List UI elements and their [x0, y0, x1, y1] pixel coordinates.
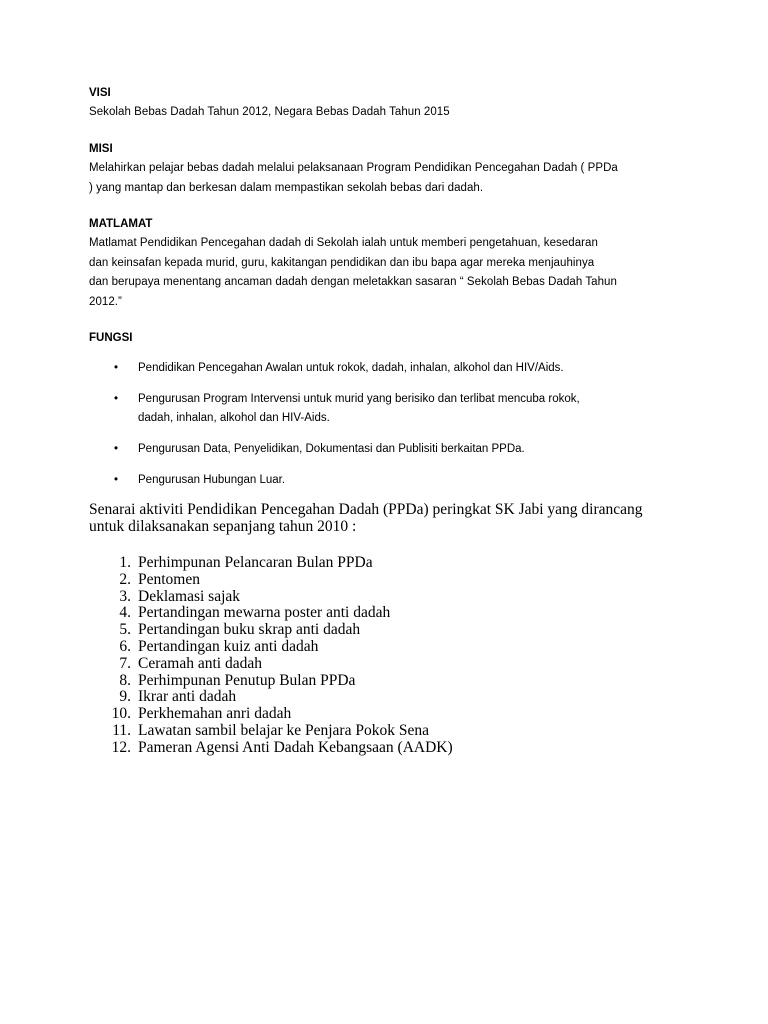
- matlamat-text-line: 2012.”: [89, 295, 122, 308]
- list-number: 4.: [119, 604, 131, 622]
- list-number: 12.: [111, 738, 131, 756]
- list-item-text: Perkhemahan anri dadah: [138, 705, 292, 723]
- matlamat-heading: MATLAMAT: [89, 218, 153, 230]
- fungsi-heading: FUNGSI: [89, 332, 133, 344]
- visi-heading: VISI: [89, 87, 111, 99]
- misi-heading: MISI: [89, 143, 113, 155]
- list-item: [89, 723, 689, 740]
- list-item-text: Ikrar anti dadah: [138, 688, 237, 706]
- list-number: 7.: [119, 654, 131, 672]
- list-number: 5.: [119, 621, 131, 639]
- list-number: 6.: [119, 637, 131, 655]
- list-item-text: Pertandingan buku skrap anti dadah: [138, 621, 361, 639]
- list-item: [89, 359, 689, 378]
- list-number: 1.: [119, 554, 131, 571]
- list-item: [89, 555, 689, 572]
- list-item-text: Deklamasi sajak: [138, 587, 241, 605]
- list-number: 11.: [112, 721, 131, 739]
- bullet-text-line: Pengurusan Data, Penyelidikan, Dokumentasi dan Publisiti berkaitan PPDa.: [138, 443, 525, 455]
- list-item: [89, 706, 689, 723]
- bullet-text-line: Pengurusan Hubungan Luar.: [138, 474, 286, 486]
- list-item: [89, 639, 689, 656]
- list-item: [89, 622, 689, 639]
- bullet-icon: •: [114, 362, 119, 374]
- matlamat-section: [89, 215, 689, 312]
- list-item-text: Pertandingan kuiz anti dadah: [138, 637, 319, 655]
- fungsi-list: [89, 359, 689, 502]
- misi-text-line: Melahirkan pelajar bebas dadah melalui pelaksanaan Program Pendidikan Pencegahan Dadah ( PPDa: [89, 162, 618, 174]
- list-item: [89, 390, 689, 428]
- misi-section: [89, 140, 689, 198]
- list-item: [89, 471, 689, 490]
- misi-text-line: ) yang mantap dan berkesan dalam mempastikan sekolah bebas dari dadah.: [89, 181, 484, 194]
- list-item: [89, 673, 689, 690]
- list-item: [89, 440, 689, 459]
- list-item-text: Perhimpunan Penutup Bulan PPDa: [138, 671, 356, 689]
- list-number: 3.: [119, 587, 131, 605]
- bullet-text-line: Pengurusan Program Intervensi untuk murid yang berisiko dan terlibat mencuba rokok,: [138, 393, 580, 405]
- list-item: [89, 656, 689, 673]
- list-item: [89, 740, 689, 757]
- list-item-text: Pameran Agensi Anti Dadah Kebangsaan (AADK): [138, 738, 453, 756]
- visi-section: [89, 84, 689, 123]
- aktiviti-intro-line: untuk dilaksanakan sepanjang tahun 2010 :: [89, 517, 357, 535]
- bullet-text-line: dadah, inhalan, alkohol dan HIV-Aids.: [138, 412, 330, 424]
- list-number: 2.: [119, 570, 131, 588]
- list-item-text: Perhimpunan Pelancaran Bulan PPDa: [138, 554, 373, 571]
- matlamat-text-line: dan keinsafan kepada murid, guru, kakitangan pendidikan dan ibu bapa agar mereka menjauhinya: [89, 256, 595, 269]
- list-item-text: Pertandingan mewarna poster anti dadah: [138, 604, 391, 622]
- fungsi-section: [89, 329, 689, 348]
- matlamat-text-line: dan berupaya menentang ancaman dadah dengan meletakkan sasaran “ Sekolah Bebas Dadah Tahun: [89, 276, 617, 288]
- list-item: [89, 572, 689, 589]
- list-item: [89, 605, 689, 622]
- bullet-icon: •: [114, 443, 119, 455]
- aktiviti-intro-line: Senarai aktiviti Pendidikan Pencegahan Dadah (PPDa) peringkat SK Jabi yang dirancang: [89, 501, 643, 518]
- list-item: [89, 589, 689, 606]
- aktiviti-list: [89, 555, 689, 757]
- list-item-text: Ceramah anti dadah: [138, 654, 262, 672]
- matlamat-text-line: Matlamat Pendidikan Pencegahan dadah di Sekolah ialah untuk memberi pengetahuan, kesedaran: [89, 237, 598, 249]
- bullet-icon: •: [114, 393, 119, 405]
- list-item: [89, 689, 689, 706]
- list-number: 9.: [119, 688, 131, 706]
- list-item-text: Pentomen: [138, 570, 200, 588]
- list-item-text: Lawatan sambil belajar ke Penjara Pokok Sena: [138, 721, 429, 739]
- list-number: 10.: [111, 705, 131, 723]
- bullet-icon: •: [114, 474, 119, 486]
- bullet-text-line: Pendidikan Pencegahan Awalan untuk rokok, dadah, inhalan, alkohol dan HIV/Aids.: [138, 362, 564, 374]
- visi-text: Sekolah Bebas Dadah Tahun 2012, Negara Bebas Dadah Tahun 2015: [89, 106, 450, 118]
- aktiviti-intro: [89, 502, 689, 535]
- list-number: 8.: [119, 671, 131, 689]
